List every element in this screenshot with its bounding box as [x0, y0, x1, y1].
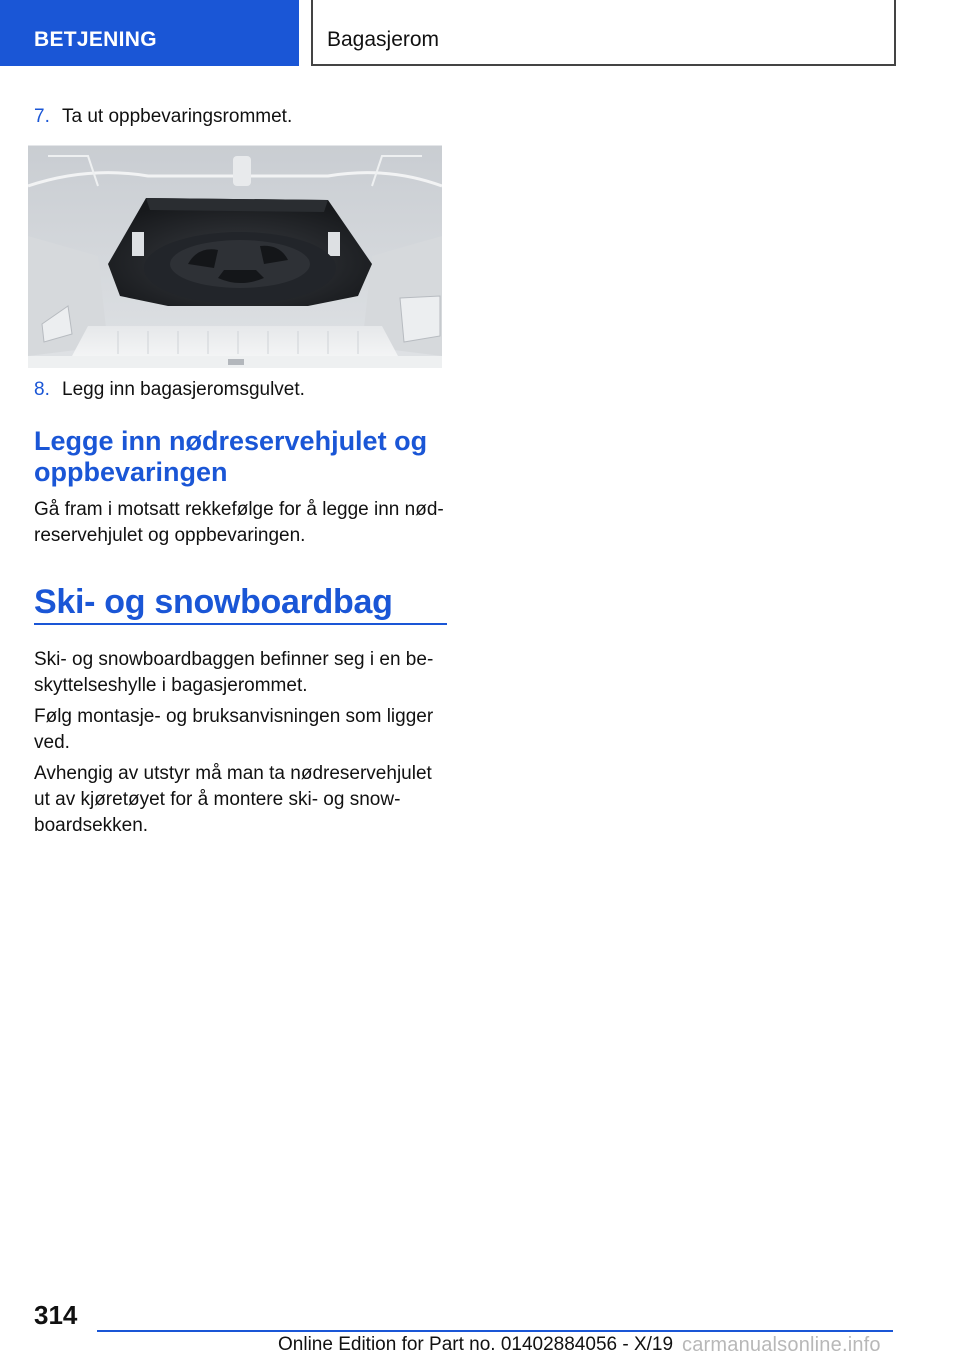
- step-number: 7.: [34, 106, 50, 127]
- subsection-body: Gå fram i motsatt rekkefølge for å legge inn nød- reservehjulet og oppbevaringen.: [34, 499, 444, 546]
- step-8: [34, 377, 305, 403]
- page-number: 314: [34, 1300, 78, 1330]
- step-text: Ta ut oppbevaringsrommet.: [62, 106, 293, 127]
- header-chapter-label: Bagasjerom: [327, 28, 440, 51]
- footer-divider: [97, 1330, 893, 1332]
- section-paragraph-2: Følg montasje- og bruksanvisningen som ligger ved.: [34, 706, 434, 753]
- step-number: 8.: [34, 379, 50, 400]
- section-title: Ski- og snowboardbag: [34, 583, 393, 621]
- header-chapter-tab: [311, 0, 896, 66]
- header-section-label: BETJENING: [34, 28, 157, 51]
- section-divider: [34, 623, 447, 625]
- section-paragraph-3: Avhengig av utstyr må man ta nødreservehjulet ut av kjøretøyet for å montere ski- og snow- boardsekken.: [34, 763, 432, 836]
- section-paragraph-1: Ski- og snowboardbaggen befinner seg i en be- skyttelseshylle i bagasjerommet.: [34, 649, 434, 696]
- step-text: Legg inn bagasjeromsgulvet.: [62, 379, 305, 400]
- header-section-tab: [0, 0, 299, 66]
- trunk-storage-compartment-illustration-icon: [28, 146, 442, 368]
- subsection-title: Legge inn nødreservehjulet og oppbevaringen: [34, 426, 428, 487]
- step-7: [34, 104, 292, 130]
- footer-edition-text: Online Edition for Part no. 01402884056 - X/19: [278, 1334, 674, 1355]
- trunk-storage-illustration: [28, 145, 442, 368]
- watermark-text: carmanualsonline.info: [682, 1334, 881, 1356]
